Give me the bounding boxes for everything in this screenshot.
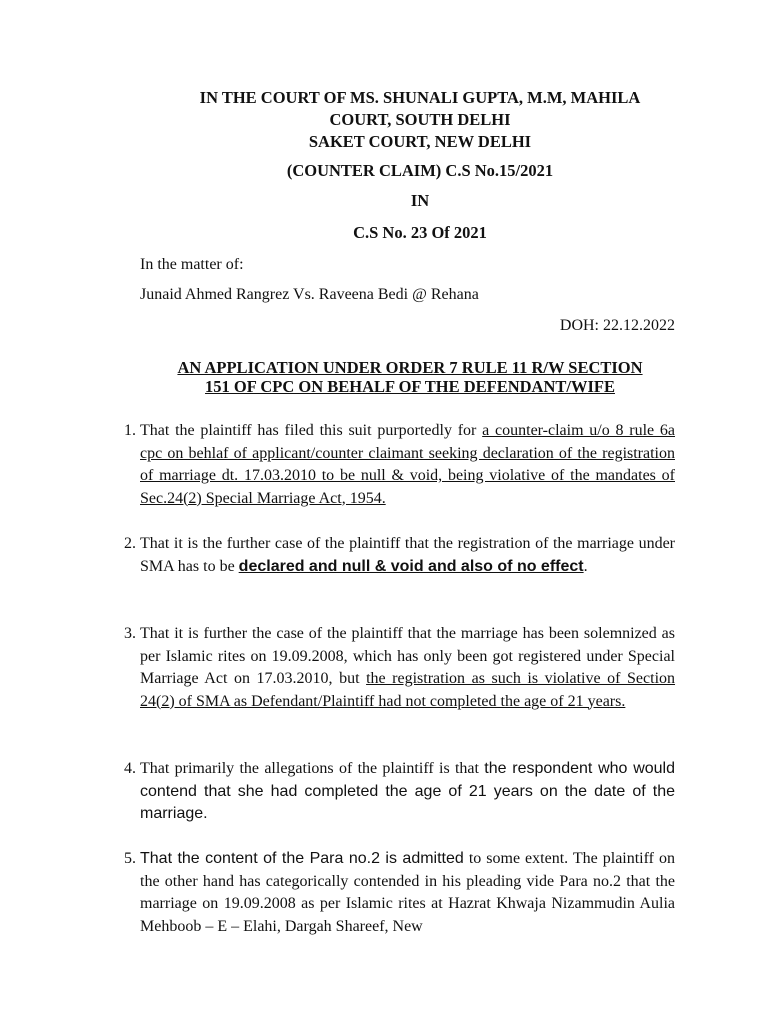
paragraph-sans-text: the respondent who would contend that she had completed the age of 21 years on the date of the marriage.: [140, 760, 676, 822]
court-line-2: COURT, SOUTH DELHI: [329, 110, 511, 129]
date-of-hearing: DOH: 22.12.2022: [559, 317, 675, 334]
main-case-number: C.S No. 23 Of 2021: [353, 223, 487, 242]
application-title-line-2: 151 OF CPC ON BEHALF OF THE DEFENDANT/WIFE: [205, 377, 615, 396]
paragraph-4: [110, 758, 675, 826]
paragraph-number: 5.: [124, 850, 136, 867]
paragraph-3: [110, 623, 675, 713]
paragraph-emphasis-text: declared and null & void and also of no effect: [238, 557, 584, 575]
matter-label: In the matter of:: [140, 256, 244, 273]
counter-claim-number: (COUNTER CLAIM) C.S No.15/2021: [286, 161, 554, 180]
paragraph-1: [110, 420, 675, 510]
paragraph-text-end: .: [583, 557, 588, 575]
court-line-1: IN THE COURT OF MS. SHUNALI GUPTA, M.M, MAHILA: [199, 88, 641, 107]
court-heading: [100, 87, 740, 153]
paragraph-underlined-text: the registration as such is violative of Section 24(2) of SMA as Defendant/Plaintiff had not completed the age of 21 years.: [140, 670, 676, 710]
paragraph-number: 3.: [124, 625, 136, 642]
application-title: [140, 358, 680, 396]
paragraph-text: That it is further the case of the plaintiff that the marriage has been solemnized as per Islamic rites on 19.09.2008, which has only been got registered under Special Marriage Act on 17.03.2010, but: [140, 625, 675, 687]
application-title-line-1: AN APPLICATION UNDER ORDER 7 RULE 11 R/W SECTION: [177, 358, 643, 377]
case-parties: Junaid Ahmed Rangrez Vs. Raveena Bedi @ Rehana: [140, 286, 479, 303]
court-line-3: SAKET COURT, NEW DELHI: [308, 132, 532, 151]
case-in: IN: [410, 191, 430, 210]
paragraph-text: That primarily the allegations of the plaintiff is that: [140, 760, 485, 777]
paragraph-underlined-text: a counter-claim u/o 8 rule 6a cpc on behlaf of applicant/counter claimant seeking declaration of the registration of marriage dt. 17.03.2010 to be null & void, being violative of the mandates of Sec.24(2) Special Marriage Act, 1954.: [140, 422, 676, 507]
paragraph-text: to some extent. The plaintiff on the other hand has categorically contended in his pleading vide Para no.2 that the marriage on 19.09.2008 as per Islamic rites at Hazrat Khwaja Nizammudin Aulia Mehboob – E – Elahi, Dargah Shareef, New: [140, 850, 676, 935]
paragraph-sans-text: That the content of the Para no.2 is admitted: [140, 850, 464, 867]
paragraph-number: 1.: [124, 422, 136, 439]
paragraph-5: [110, 848, 675, 938]
paragraph-number: 4.: [124, 760, 136, 777]
paragraph-2: [110, 533, 675, 578]
paragraph-text: That the plaintiff has filed this suit purportedly for: [140, 422, 483, 439]
paragraph-number: 2.: [124, 535, 136, 552]
paragraph-text: That it is the further case of the plaintiff that the registration of the marriage under SMA has to be: [140, 535, 675, 575]
